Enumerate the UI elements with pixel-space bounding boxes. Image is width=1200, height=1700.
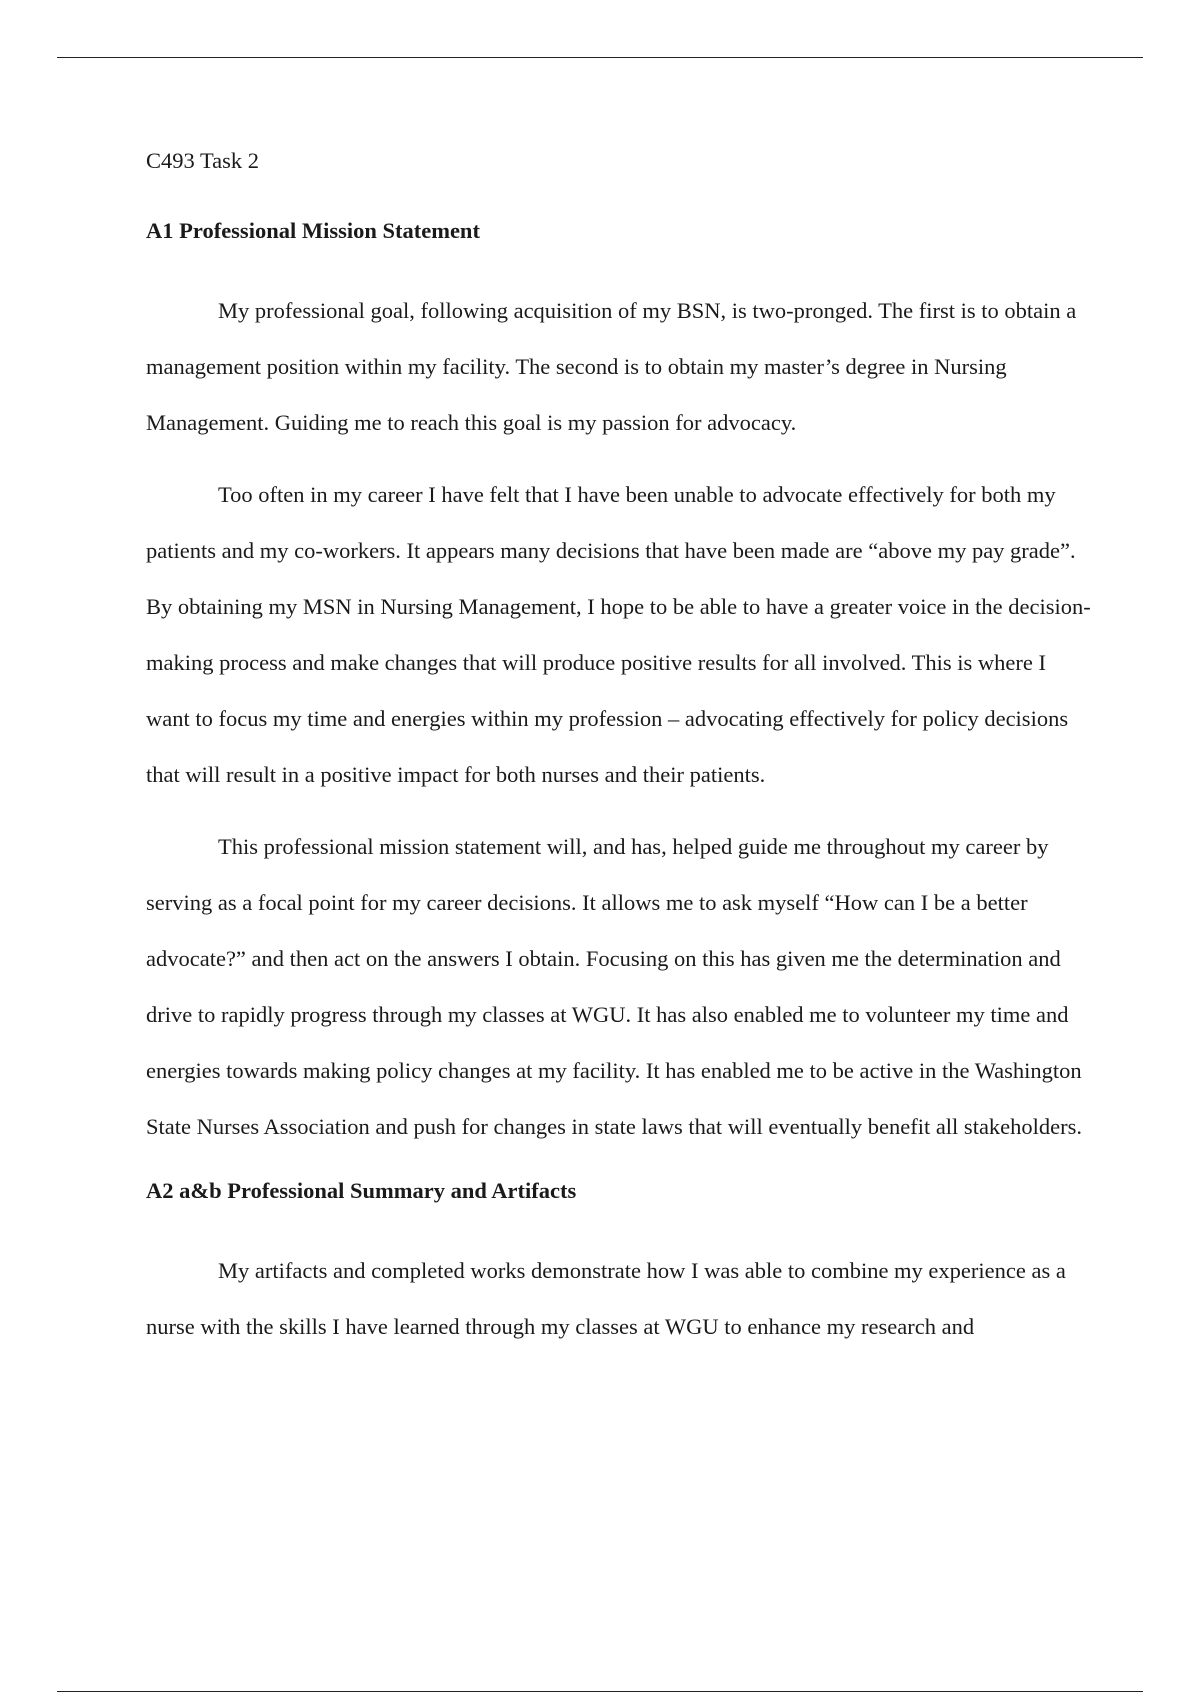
header-rule — [57, 57, 1143, 58]
mission-paragraph-3: This professional mission statement will, and has, helped guide me throughout my career by serving as a focal point for my career decisions. It allows me to ask myself “How can I be a better advocate?” and then act on the answers I obtain. Focusing on this has given me the determination and drive to rapidly progress through my classes at WGU. It has also enabled me to volunteer my time and energies towards making policy changes at my facility. It has enabled me to be active in the Washington State Nurses Association and push for changes in state laws that will eventually benefit all stakeholders. — [146, 834, 1083, 1139]
section-heading-mission: A1 Professional Mission Statement — [146, 218, 480, 243]
section-heading-summary: A2 a&b Professional Summary and Artifacts — [146, 1178, 577, 1203]
mission-paragraph-2: Too often in my career I have felt that I have been unable to advocate effectively for both my patients and my co-workers. It appears many decisions that have been made are “above my pay grade”. By obtaining my MSN in Nursing Management, I hope to be able to have a greater voice in the decision-making process and make changes that will produce positive results for all involved. This is where I want to focus my time and energies within my profession – advocating effectively for policy decisions that will result in a positive impact for both nurses and their patients. — [146, 482, 1091, 787]
document-title: C493 Task 2 — [146, 148, 260, 173]
document-page — [146, 141, 1091, 1371]
mission-paragraph-1: My professional goal, following acquisition of my BSN, is two-pronged. The first is to obtain a management position within my facility. The second is to obtain my master’s degree in Nursing Management. Guiding me to reach this goal is my passion for advocacy. — [146, 298, 1077, 435]
footer-rule — [57, 1691, 1143, 1692]
summary-paragraph-1: My artifacts and completed works demonstrate how I was able to combine my experience as a nurse with the skills I have learned through my classes at WGU to enhance my research and — [146, 1258, 1066, 1339]
